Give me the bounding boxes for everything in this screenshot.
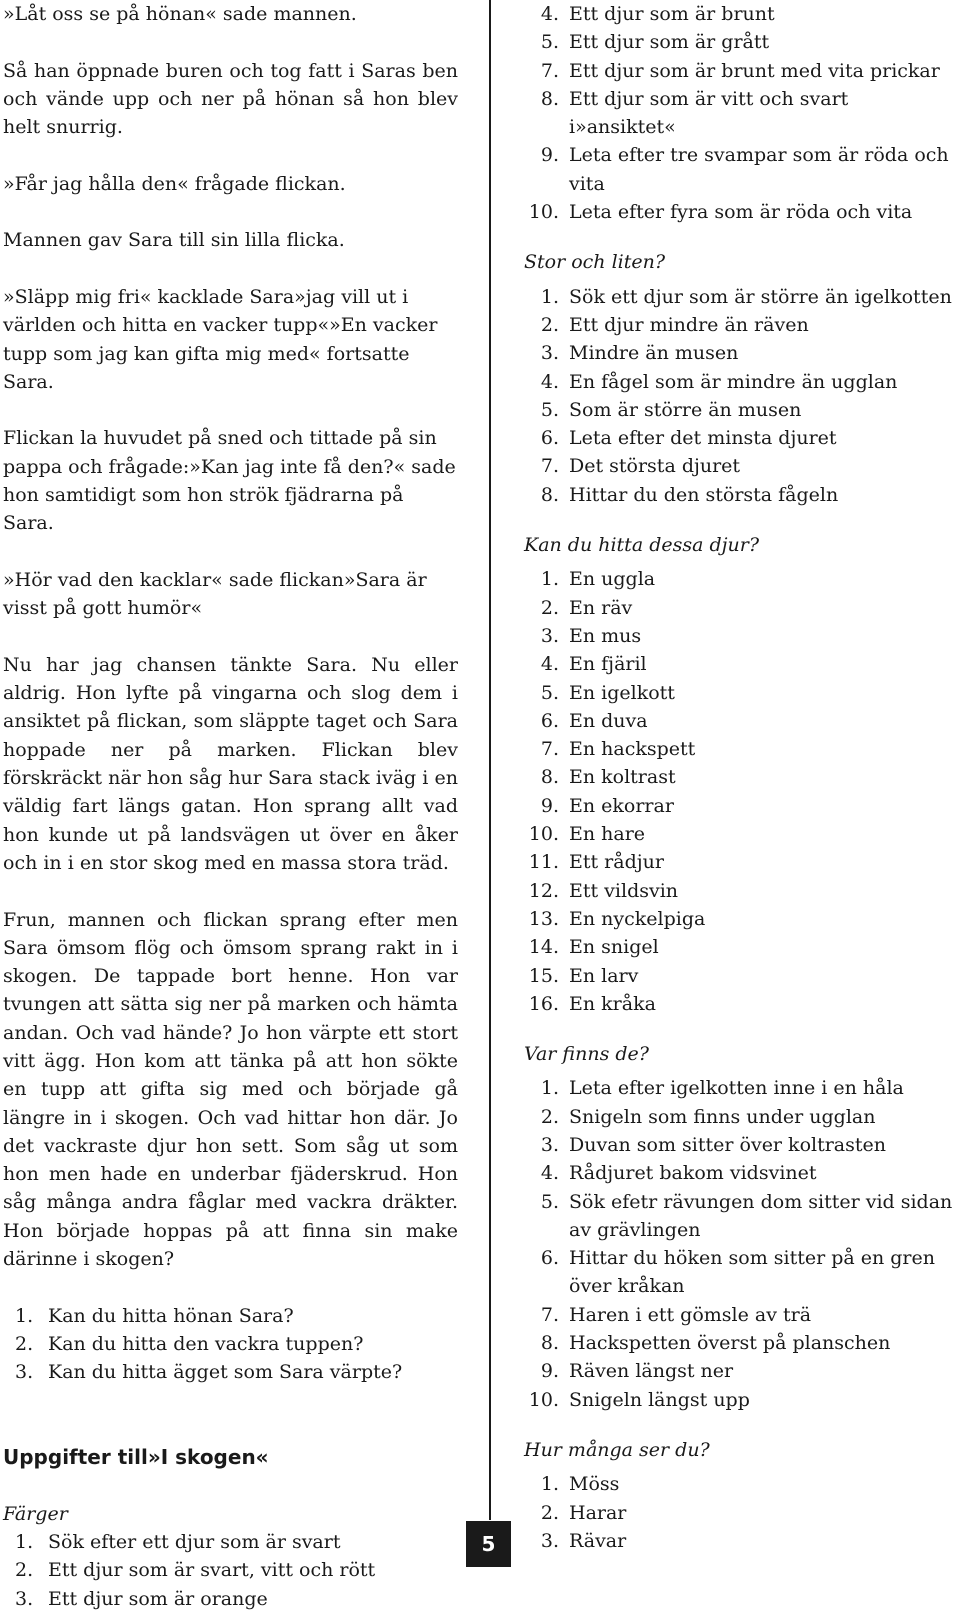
list-number: 4. <box>540 3 559 25</box>
list-item <box>524 452 960 480</box>
list-item <box>524 1159 960 1187</box>
list-item <box>524 905 960 933</box>
list-text: Det största djuret <box>569 455 741 478</box>
list-text: Kan du hitta hönan Sara? <box>48 1304 294 1327</box>
list-text: En hare <box>569 823 646 846</box>
list-number: 1. <box>540 1077 559 1100</box>
list-number: 1. <box>15 1304 34 1327</box>
list-item <box>524 396 960 424</box>
list-item <box>524 707 960 735</box>
list-number: 7. <box>540 1303 559 1326</box>
list-text: Snigeln längst upp <box>569 1388 750 1411</box>
list-text: En koltrast <box>569 766 676 789</box>
list-text: Ett djur som är orange <box>48 1587 268 1610</box>
list-text: En räv <box>569 596 633 619</box>
story-paragraph: Så han öppnade buren och tog fatt i Saras ben och vände upp och ner på hönan så hon blev helt snurrig. <box>3 59 458 139</box>
list-number: 4. <box>540 1162 559 1185</box>
list-text: Ett djur som är brunt <box>569 3 775 25</box>
subheading-var-finns-de: Var finns de? <box>524 1043 649 1066</box>
list-number: 2. <box>15 1559 34 1582</box>
list-text: En snigel <box>569 936 659 959</box>
list-text: Mindre än musen <box>569 342 739 365</box>
list-text: Sök efter ett djur som är svart <box>48 1531 341 1554</box>
list-number: 10. <box>528 201 559 224</box>
list-text: Ett vildsvin <box>569 879 679 902</box>
list-number: 2. <box>540 1105 559 1128</box>
list-number: 4. <box>540 653 559 676</box>
story-paragraph: Mannen gav Sara till sin lilla flicka. <box>3 229 345 252</box>
list-text: Möss <box>569 1473 620 1496</box>
list-number: 7. <box>540 738 559 761</box>
list-item <box>524 679 960 707</box>
spacer <box>3 28 458 56</box>
stor-och-liten-list <box>524 283 960 509</box>
list-item <box>524 141 960 198</box>
list-item <box>524 57 960 85</box>
section-title: Uppgifter till»I skogen« <box>3 1445 269 1470</box>
list-item <box>524 735 960 763</box>
list-number: 15. <box>528 964 559 987</box>
list-number: 5. <box>540 681 559 704</box>
story-paragraph: »Får jag hålla den« frågade flickan. <box>3 172 346 195</box>
list-number: 1. <box>15 1531 34 1554</box>
list-text: En duva <box>569 709 648 732</box>
list-item <box>524 0 960 28</box>
list-item <box>3 1556 458 1584</box>
list-number: 12. <box>528 879 559 902</box>
list-text: En nyckelpiga <box>569 907 706 930</box>
list-text: Kan du hitta ägget som Sara värpte? <box>48 1361 403 1384</box>
list-text: Sök ett djur som är större än igelkotten <box>569 285 952 308</box>
list-item <box>524 424 960 452</box>
spacer <box>524 226 960 248</box>
list-text: Haren i ett gömsle av trä <box>569 1303 812 1326</box>
list-item <box>524 1329 960 1357</box>
list-item <box>524 962 960 990</box>
list-item <box>524 594 960 622</box>
subheading-kan-du-hitta: Kan du hitta dessa djur? <box>524 534 760 557</box>
list-item <box>524 1103 960 1131</box>
list-text: Ett djur mindre än räven <box>569 313 809 336</box>
list-item <box>3 1358 458 1386</box>
list-number: 11. <box>528 851 559 874</box>
spacer <box>3 538 458 566</box>
left-column <box>3 0 458 1613</box>
list-text: Duvan som sitter över koltrasten <box>569 1133 886 1156</box>
list-number: 3. <box>540 1133 559 1156</box>
list-item <box>524 283 960 311</box>
story-paragraph: »Släpp mig fri« kacklade Sara»jag vill ut i världen och hitta en vacker tupp«»En vacker tupp som jag kan gifta mig med« fortsatte Sara. <box>3 285 438 393</box>
list-item <box>524 1470 960 1498</box>
list-text: En fjäril <box>569 653 647 676</box>
list-text: En kråka <box>569 992 656 1015</box>
list-number: 5. <box>540 31 559 54</box>
story-paragraph: Flickan la huvudet på sned och tittade på sin pappa och frågade:»Kan jag inte få den?« sade hon samtidigt som hon strök fjädrarna på Sara. <box>3 427 456 535</box>
list-item <box>3 1302 458 1330</box>
list-number: 3. <box>540 624 559 647</box>
list-text: En mus <box>569 624 642 647</box>
list-text: Som är större än musen <box>569 398 802 421</box>
list-item <box>524 933 960 961</box>
spacer <box>3 1415 458 1443</box>
list-number: 2. <box>540 596 559 619</box>
list-item <box>524 565 960 593</box>
story-paragraph: »Hör vad den kacklar« sade flickan»Sara är visst på gott humör« <box>3 568 427 620</box>
list-item <box>524 1074 960 1102</box>
list-number: 1. <box>540 285 559 308</box>
list-text: Ett djur som är brunt med vita prickar <box>569 59 940 82</box>
spacer <box>524 509 960 531</box>
list-number: 5. <box>540 398 559 421</box>
list-text: Snigeln som finns under ugglan <box>569 1105 876 1128</box>
list-item <box>524 877 960 905</box>
list-item <box>524 622 960 650</box>
list-number: 9. <box>540 794 559 817</box>
story-paragraph: Frun, mannen och flickan sprang efter men Sara ömsom flög och ömsom sprang rakt in i skogen. De tappade bort henne. Hon var tvungen att sätta sig ner på marken och hämta andan. Och vad hände? Jo hon värpte ett stort vitt ägg. Hon kom att tänka på att hon sökte en tupp att gifta sig med och började gå längre in i skogen. Och vad hittar hon där. Jo det vackraste djur hon sett. Som såg ut som hon men hade en underbar fjäderskrud. Hon såg många andra fåglar med vackra dräkter. Hon började hoppas på att finna sin make därinne i skogen? <box>3 908 458 1271</box>
spacer <box>3 396 458 424</box>
list-text: Ett djur som är grått <box>569 31 770 54</box>
spacer <box>3 623 458 651</box>
spacer <box>3 141 458 169</box>
list-number: 1. <box>540 1473 559 1496</box>
list-item <box>524 1301 960 1329</box>
list-number: 9. <box>540 144 559 167</box>
story-paragraph: Nu har jag chansen tänkte Sara. Nu eller aldrig. Hon lyfte på vingarna och slog dem i ansiktet på flickan, som släppte taget och Sara hoppade ner på marken. Flickan blev förskräckt när hon såg hur Sara stack iväg i en väldig fart längs gatan. Hon sprang allt vad hon kunde ut på landsvägen ut över en åker och in i en stor skog med en massa stora träd. <box>3 653 458 874</box>
list-number: 3. <box>540 342 559 365</box>
column-divider <box>489 0 491 1520</box>
list-item <box>524 1499 960 1527</box>
list-text: Hittar du höken som sitter på en gren över kråkan <box>569 1247 936 1298</box>
list-text: En hackspett <box>569 738 696 761</box>
list-item <box>524 1357 960 1385</box>
list-text: Ett rådjur <box>569 851 664 874</box>
list-text: Rådjuret bakom vidsvinet <box>569 1162 817 1185</box>
list-number: 3. <box>540 1529 559 1552</box>
list-text: Ett djur som är svart, vitt och rött <box>48 1559 376 1582</box>
list-item <box>524 1386 960 1414</box>
list-number: 8. <box>540 87 559 110</box>
list-text: En ekorrar <box>569 794 674 817</box>
list-number: 8. <box>540 483 559 506</box>
hur-manga-list <box>524 1470 960 1555</box>
subheading-hur-manga: Hur många ser du? <box>524 1438 710 1461</box>
list-number: 7. <box>540 59 559 82</box>
story-questions-list <box>3 1302 458 1387</box>
farger-list <box>3 1528 458 1613</box>
list-item <box>524 763 960 791</box>
list-item <box>524 85 960 142</box>
list-number: 14. <box>528 936 559 959</box>
spacer <box>524 1414 960 1436</box>
list-text: Hittar du den största fågeln <box>569 483 839 506</box>
list-item <box>524 1188 960 1245</box>
list-text: Leta efter fyra som är röda och vita <box>569 201 913 224</box>
list-text: Räven längst ner <box>569 1360 734 1383</box>
list-number: 8. <box>540 1332 559 1355</box>
list-number: 6. <box>540 1247 559 1270</box>
list-item <box>524 1527 960 1555</box>
list-item <box>3 1330 458 1358</box>
list-number: 4. <box>540 370 559 393</box>
list-number: 10. <box>528 823 559 846</box>
list-number: 5. <box>540 1190 559 1213</box>
subheading-stor-och-liten: Stor och liten? <box>524 251 666 274</box>
list-item <box>524 792 960 820</box>
spacer <box>3 255 458 283</box>
list-number: 1. <box>540 568 559 591</box>
list-item <box>524 198 960 226</box>
list-number: 2. <box>540 313 559 336</box>
list-number: 16. <box>528 992 559 1015</box>
list-text: Leta efter igelkotten inne i en håla <box>569 1077 904 1100</box>
var-finns-de-list <box>524 1074 960 1414</box>
list-item <box>524 1244 960 1301</box>
list-item <box>524 311 960 339</box>
list-text: Hackspetten överst på planschen <box>569 1332 891 1355</box>
list-item <box>524 990 960 1018</box>
list-number: 7. <box>540 455 559 478</box>
list-item <box>3 1528 458 1556</box>
list-text: Sök efetr rävungen dom sitter vid sidan av grävlingen <box>569 1190 953 1241</box>
spacer <box>3 877 458 905</box>
list-number: 9. <box>540 1360 559 1383</box>
list-number: 6. <box>540 709 559 732</box>
subheading-farger: Färger <box>3 1502 68 1525</box>
list-item <box>524 481 960 509</box>
list-text: En larv <box>569 964 639 987</box>
list-text: En fågel som är mindre än ugglan <box>569 370 898 393</box>
list-number: 2. <box>540 1501 559 1524</box>
list-text: En igelkott <box>569 681 675 704</box>
list-number: 3. <box>15 1587 34 1610</box>
list-text: Ett djur som är vitt och svart i»ansiktet« <box>569 87 849 139</box>
list-number: 3. <box>15 1361 34 1384</box>
list-number: 2. <box>15 1332 34 1355</box>
list-number: 6. <box>540 427 559 450</box>
spacer <box>3 1387 458 1415</box>
right-column <box>524 0 960 1555</box>
list-number: 8. <box>540 766 559 789</box>
kan-du-hitta-list <box>524 565 960 1018</box>
list-item <box>524 650 960 678</box>
list-text: Leta efter det minsta djuret <box>569 427 837 450</box>
spacer <box>3 1273 458 1301</box>
spacer <box>524 1018 960 1040</box>
list-text: Kan du hitta den vackra tuppen? <box>48 1332 364 1355</box>
list-text: Leta efter tre svampar som är röda och vita <box>569 144 949 195</box>
list-text: Harar <box>569 1501 627 1524</box>
spacer <box>3 198 458 226</box>
list-item <box>524 28 960 56</box>
page-number: 5 <box>466 1521 511 1567</box>
list-item <box>524 368 960 396</box>
list-item <box>524 820 960 848</box>
list-number: 10. <box>528 1388 559 1411</box>
list-number: 13. <box>528 907 559 930</box>
list-item <box>524 339 960 367</box>
list-text: Rävar <box>569 1529 627 1552</box>
list-item <box>524 1131 960 1159</box>
list-item <box>3 1585 458 1613</box>
spacer <box>3 1471 458 1499</box>
farger-list-continued <box>524 0 960 226</box>
story-paragraph: »Låt oss se på hönan« sade mannen. <box>3 3 357 25</box>
list-item <box>524 848 960 876</box>
list-text: En uggla <box>569 568 656 591</box>
